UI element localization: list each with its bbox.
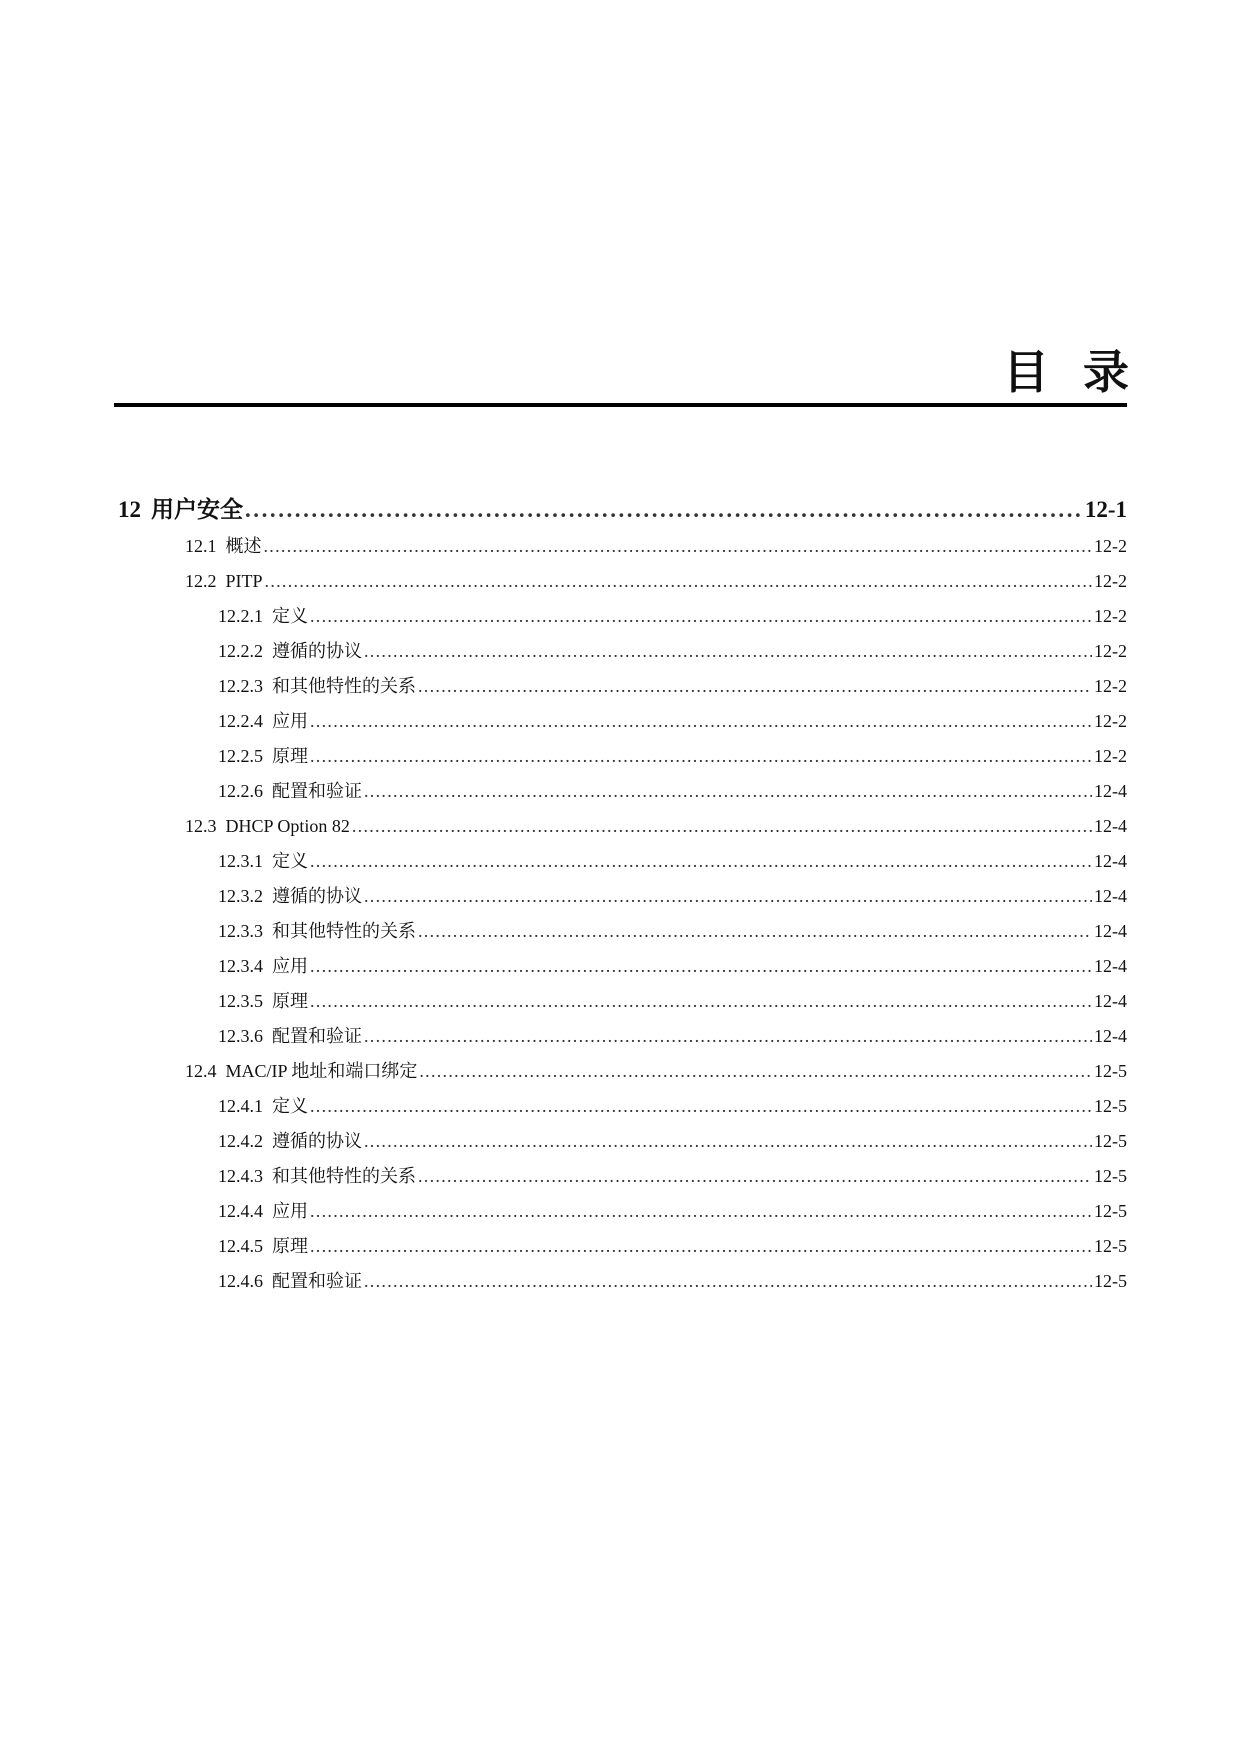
toc-entry-title: 应用	[272, 1201, 308, 1221]
toc-entry-number: 12.4.1	[218, 1096, 263, 1116]
toc-entry-section[interactable]	[185, 1056, 1127, 1086]
toc-entry-title: 概述	[225, 536, 262, 556]
title-divider	[114, 403, 1127, 407]
toc-dot-leader	[364, 1126, 1092, 1156]
toc-dot-leader	[364, 776, 1092, 806]
toc-entry-page: 12-1	[1084, 497, 1127, 522]
toc-entry-subsection[interactable]	[218, 671, 1127, 701]
toc-entry-page: 12-4	[1094, 851, 1127, 871]
toc-entry-subsection[interactable]	[218, 1266, 1127, 1296]
toc-entry-page: 12-5	[1094, 1271, 1127, 1291]
toc-dot-leader	[364, 1266, 1092, 1296]
toc-entry-title: 定义	[272, 1096, 308, 1116]
toc-entry-page: 12-2	[1094, 676, 1127, 696]
toc-entry-subsection[interactable]	[218, 1196, 1127, 1226]
toc-entry-subsection[interactable]	[218, 1231, 1127, 1261]
toc-entry-number: 12	[118, 497, 141, 522]
toc-dot-leader	[364, 881, 1092, 911]
toc-entry-subsection[interactable]	[218, 636, 1127, 666]
toc-entry-page: 12-2	[1094, 711, 1127, 731]
toc-entry-number: 12.2.4	[218, 711, 263, 731]
toc-entry-title: 和其他特性的关系	[272, 921, 416, 941]
toc-dot-leader	[310, 986, 1092, 1016]
toc-entry-title: PITP	[225, 571, 263, 591]
toc-entry-page: 12-5	[1094, 1166, 1127, 1186]
toc-entry-title: 原理	[272, 746, 308, 766]
toc-dot-leader	[310, 706, 1092, 736]
toc-entry-number: 12.4.4	[218, 1201, 263, 1221]
toc-entry-title: 用户安全	[151, 497, 243, 522]
toc-entry-subsection[interactable]	[218, 881, 1127, 911]
toc-entry-subsection[interactable]	[218, 916, 1127, 946]
toc-entry-title: 遵循的协议	[272, 641, 362, 661]
toc-dot-leader	[310, 1231, 1092, 1261]
toc-entry-title: 应用	[272, 711, 308, 731]
toc-entry-title: 和其他特性的关系	[272, 1166, 416, 1186]
toc-entry-number: 12.2.6	[218, 781, 263, 801]
toc-entry-title: 原理	[272, 1236, 308, 1256]
toc-entry-page: 12-4	[1094, 886, 1127, 906]
toc-entry-number: 12.3.4	[218, 956, 263, 976]
toc-entry-page: 12-4	[1094, 991, 1127, 1011]
toc-entry-subsection[interactable]	[218, 986, 1127, 1016]
toc-entry-number: 12.2.5	[218, 746, 263, 766]
toc-entry-page: 12-5	[1094, 1236, 1127, 1256]
toc-entry-title: 应用	[272, 956, 308, 976]
toc-entry-subsection[interactable]	[218, 951, 1127, 981]
toc-dot-leader	[418, 671, 1092, 701]
toc-entry-page: 12-2	[1094, 571, 1127, 591]
toc-entry-page: 12-4	[1094, 921, 1127, 941]
toc-entry-number: 12.3.2	[218, 886, 263, 906]
toc-entry-title: 定义	[272, 851, 308, 871]
toc-entry-number: 12.4.3	[218, 1166, 263, 1186]
toc-entry-number: 12.2	[185, 571, 217, 591]
toc-entry-subsection[interactable]	[218, 706, 1127, 736]
toc-dot-leader	[418, 916, 1092, 946]
toc-dot-leader	[310, 951, 1092, 981]
toc-entry-section[interactable]	[185, 811, 1127, 841]
toc-dot-leader	[264, 531, 1093, 561]
toc-entry-page: 12-4	[1094, 781, 1127, 801]
toc-dot-leader	[364, 1021, 1092, 1051]
toc-dot-leader	[245, 492, 1083, 528]
toc-entry-number: 12.3.5	[218, 991, 263, 1011]
toc-entry-page: 12-2	[1094, 536, 1127, 556]
toc-entry-number: 12.1	[185, 536, 217, 556]
toc-entry-number: 12.4.5	[218, 1236, 263, 1256]
toc-entry-number: 12.3.3	[218, 921, 263, 941]
toc-dot-leader	[418, 1161, 1092, 1191]
toc-entry-subsection[interactable]	[218, 1091, 1127, 1121]
toc-entry-page: 12-5	[1094, 1096, 1127, 1116]
toc-entry-number: 12.2.1	[218, 606, 263, 626]
toc-entry-subsection[interactable]	[218, 1021, 1127, 1051]
toc-dot-leader	[310, 741, 1092, 771]
page-title: 目录	[1003, 345, 1163, 399]
toc-entry-page: 12-4	[1094, 956, 1127, 976]
toc-entry-subsection[interactable]	[218, 846, 1127, 876]
toc-entry-page: 12-4	[1094, 1026, 1127, 1046]
toc-entry-title: 遵循的协议	[272, 886, 362, 906]
toc-entry-chapter[interactable]	[118, 492, 1127, 528]
toc-entry-page: 12-5	[1094, 1201, 1127, 1221]
toc-entry-title: 配置和验证	[272, 781, 362, 801]
toc-entry-section[interactable]	[185, 566, 1127, 596]
toc-entry-subsection[interactable]	[218, 1126, 1127, 1156]
toc-entry-number: 12.2.3	[218, 676, 263, 696]
toc-dot-leader	[310, 601, 1092, 631]
toc-entry-subsection[interactable]	[218, 741, 1127, 771]
toc-entry-subsection[interactable]	[218, 776, 1127, 806]
toc-entry-page: 12-2	[1094, 606, 1127, 626]
toc-entry-subsection[interactable]	[218, 601, 1127, 631]
toc-dot-leader	[352, 811, 1092, 841]
toc-entry-title: 和其他特性的关系	[272, 676, 416, 696]
toc-entry-number: 12.2.2	[218, 641, 263, 661]
toc-entry-number: 12.3	[185, 816, 217, 836]
toc-entry-section[interactable]	[185, 531, 1127, 561]
toc-entry-number: 12.4	[185, 1061, 217, 1081]
toc-dot-leader	[364, 636, 1092, 666]
toc-dot-leader	[310, 846, 1092, 876]
toc-entry-number: 12.4.6	[218, 1271, 263, 1291]
toc-entry-title: 遵循的协议	[272, 1131, 362, 1151]
toc-entry-title: MAC/IP 地址和端口绑定	[225, 1061, 418, 1081]
toc-dot-leader	[419, 1056, 1092, 1086]
toc-dot-leader	[265, 566, 1092, 596]
toc-entry-title: 原理	[272, 991, 308, 1011]
toc-entry-title: 定义	[272, 606, 308, 626]
toc-entry-title: 配置和验证	[272, 1271, 362, 1291]
toc-dot-leader	[310, 1196, 1092, 1226]
toc-entry-title: 配置和验证	[272, 1026, 362, 1046]
toc-entry-subsection[interactable]	[218, 1161, 1127, 1191]
toc-entry-number: 12.4.2	[218, 1131, 263, 1151]
toc-dot-leader	[310, 1091, 1092, 1121]
toc-entry-page: 12-2	[1094, 641, 1127, 661]
toc-entry-number: 12.3.6	[218, 1026, 263, 1046]
toc-entry-page: 12-5	[1094, 1061, 1127, 1081]
toc-entry-page: 12-5	[1094, 1131, 1127, 1151]
toc-entry-page: 12-2	[1094, 746, 1127, 766]
toc-entry-title: DHCP Option 82	[225, 816, 350, 836]
toc-entry-page: 12-4	[1094, 816, 1127, 836]
toc-entry-number: 12.3.1	[218, 851, 263, 871]
